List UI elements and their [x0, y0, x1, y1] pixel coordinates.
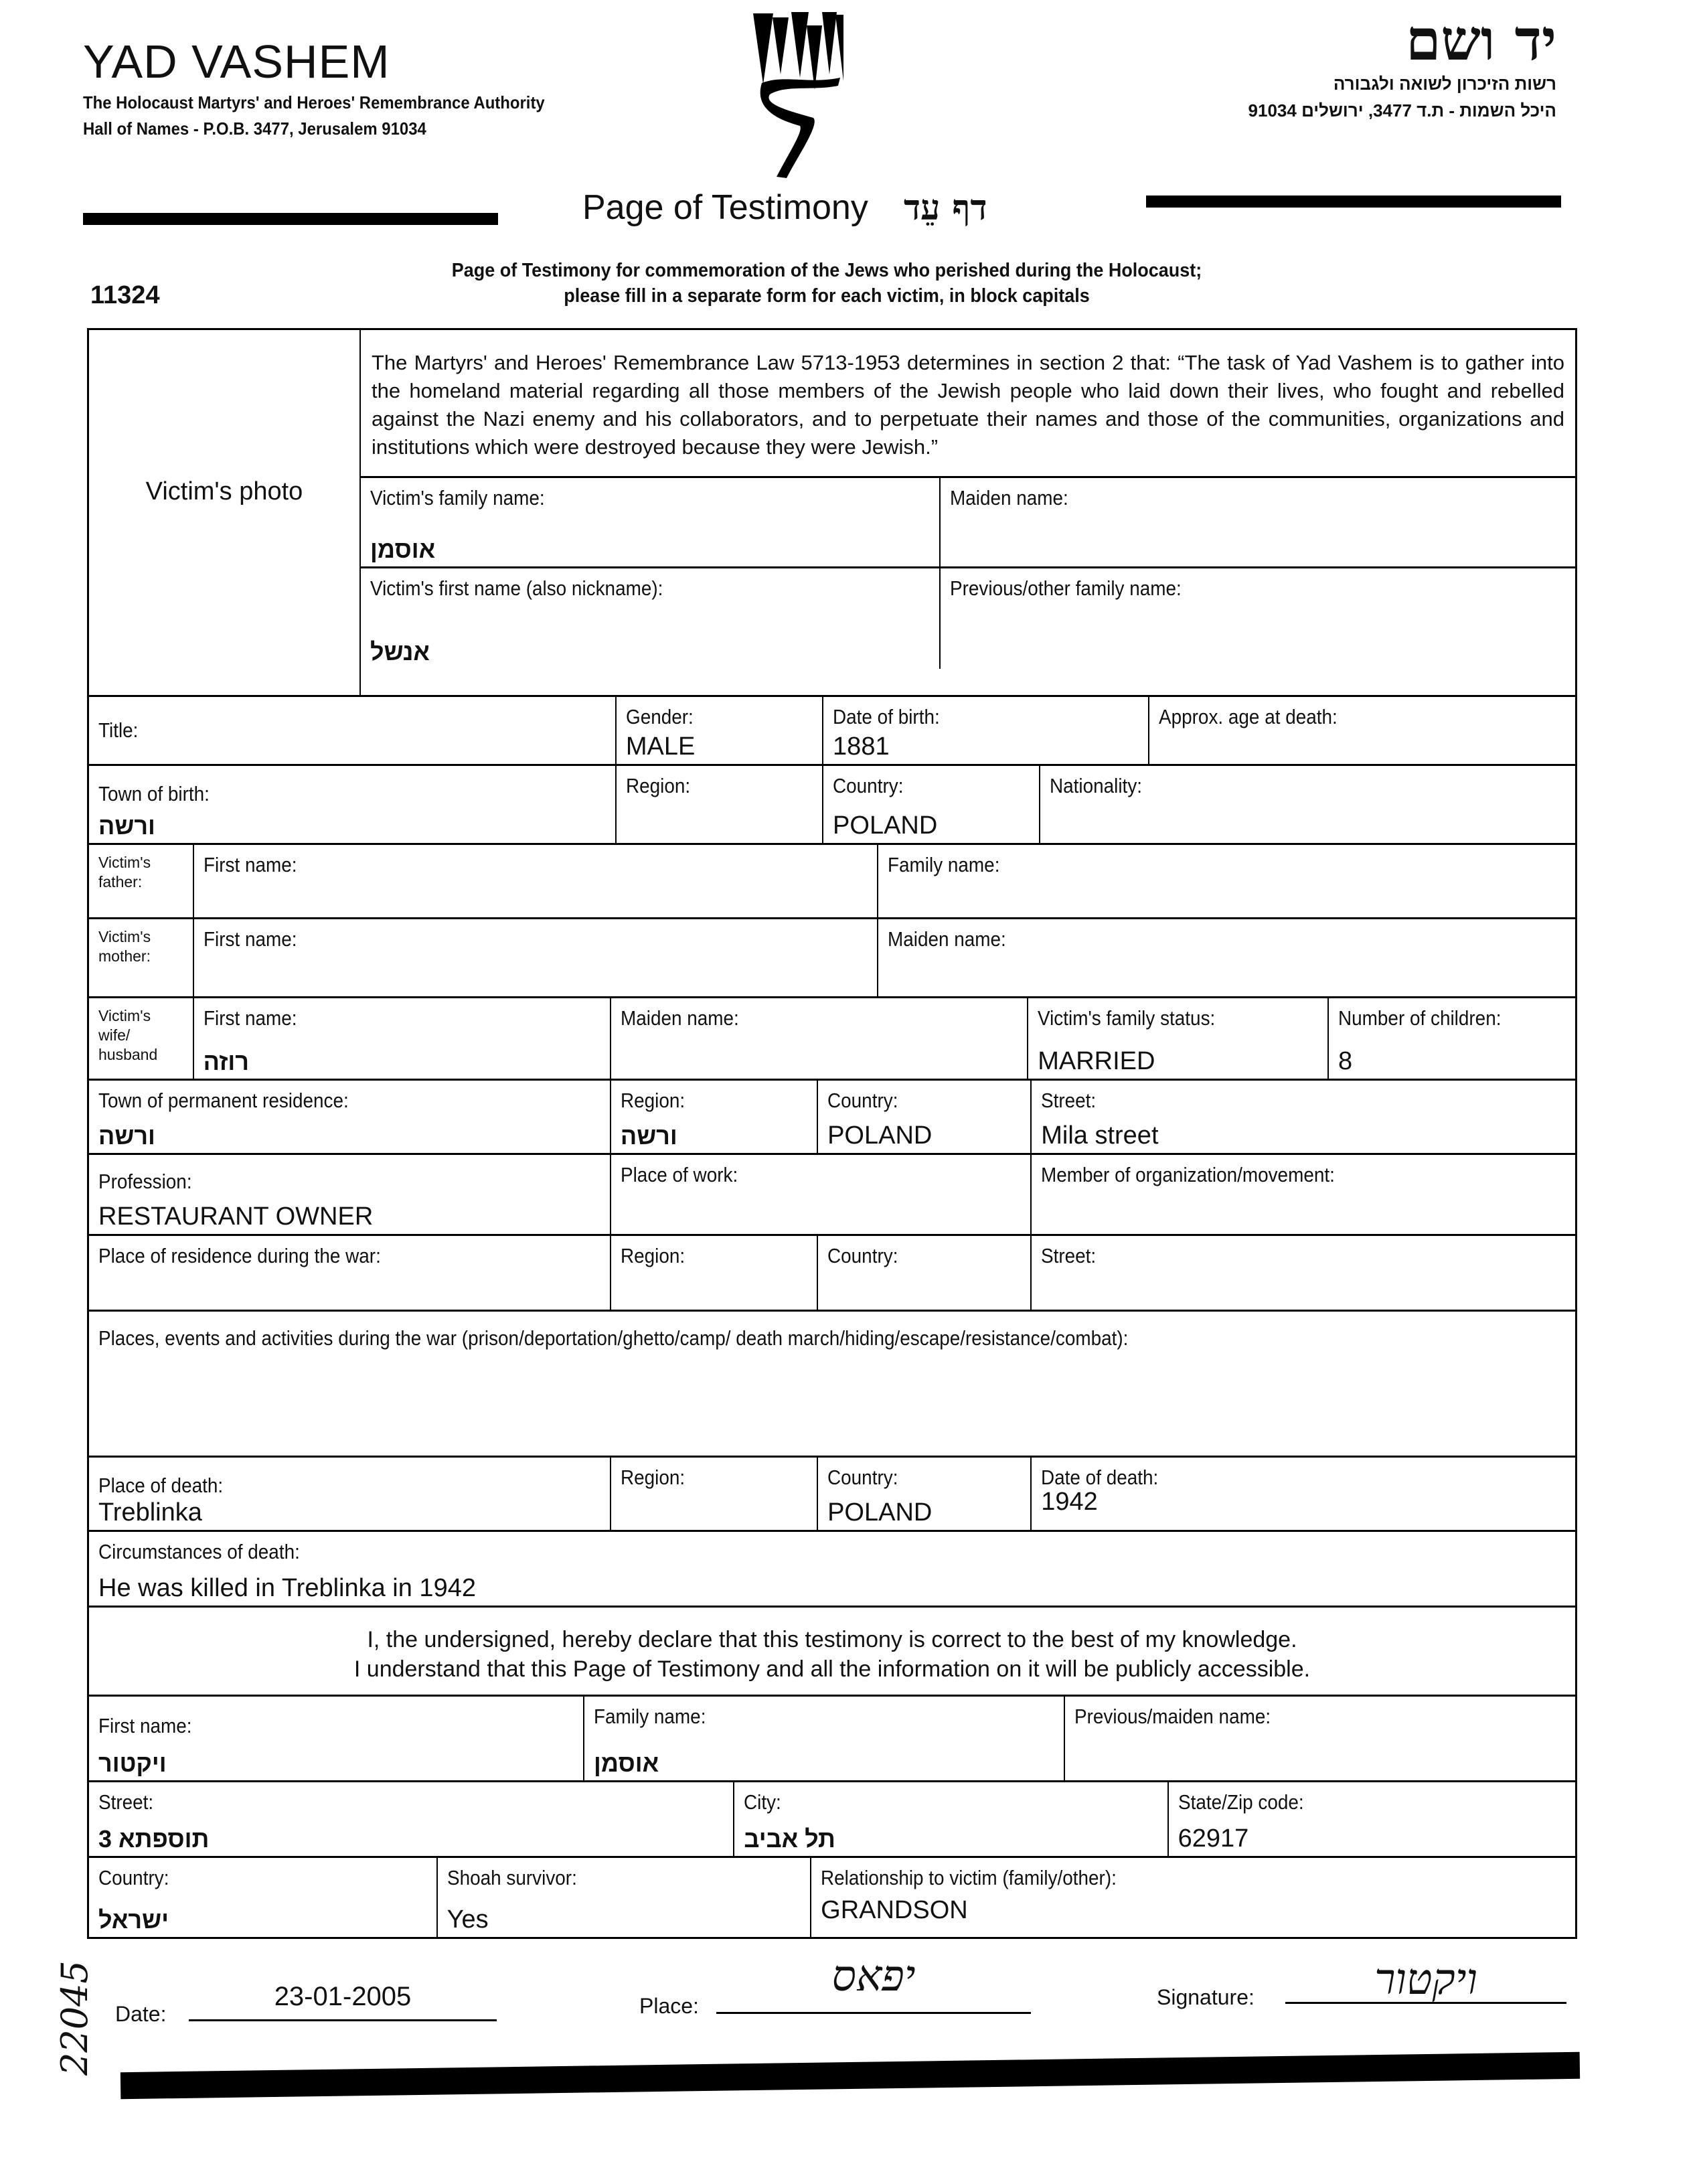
victim-family-name-value: אוסמן — [370, 536, 436, 563]
date-of-birth-value: 1881 — [833, 732, 890, 761]
family-status-field[interactable]: Victim's family status: MARRIED — [1027, 998, 1327, 1079]
mother-first-name-field[interactable]: First name: — [193, 919, 877, 996]
date-of-death-value: 1942 — [1041, 1488, 1098, 1516]
menorah-logo-icon — [750, 11, 843, 178]
place-handwritten-value: יפאס — [831, 1952, 916, 2001]
submitter-zip-field[interactable]: State/Zip code: 62917 — [1167, 1782, 1575, 1856]
profession-field[interactable]: Profession: RESTAURANT OWNER — [98, 1170, 374, 1231]
submitter-zip-value: 62917 — [1178, 1824, 1249, 1853]
number-of-children-value: 8 — [1338, 1047, 1353, 1075]
birth-region-field[interactable]: Region: — [615, 766, 822, 843]
place-of-death-field[interactable]: Place of death: Treblinka — [98, 1474, 224, 1527]
wartime-events-field[interactable]: Places, events and activities during the war (prison/deportation/ghetto/camp/ death march/hiding/escape/resistance/combat): — [98, 1326, 1129, 1350]
signature-handwritten-value: ויקטור — [1374, 1955, 1477, 2005]
circumstances-field[interactable]: Circumstances of death: He was killed in Treblinka in 1942 — [98, 1540, 476, 1602]
submitter-first-name-value: ויקטור — [98, 1749, 167, 1777]
profession-value: RESTAURANT OWNER — [98, 1202, 374, 1231]
permanent-street-field[interactable]: Street: Mila street — [1030, 1081, 1575, 1153]
date-value: 23-01-2005 — [274, 1982, 412, 2011]
spouse-side-label: Victim's wife/ husband — [98, 1007, 158, 1063]
birth-country-field[interactable]: Country: POLAND — [822, 766, 1039, 843]
date-of-birth-field[interactable]: Date of birth: 1881 — [822, 697, 1148, 764]
mother-side-label: Victim's mother: — [98, 928, 151, 965]
permanent-town-field[interactable]: Town of permanent residence: ורשה — [98, 1089, 349, 1150]
number-of-children-field[interactable]: Number of children: 8 — [1327, 998, 1575, 1079]
intro-text — [382, 258, 1272, 309]
page-title: Page of Testimony — [582, 188, 868, 227]
organization-field[interactable]: Member of organization/movement: — [1030, 1155, 1575, 1234]
org-name-hebrew: יד ושם — [1405, 7, 1556, 73]
gender-value: MALE — [625, 732, 696, 761]
header-rule-right — [1146, 196, 1561, 208]
place-label: Place: — [639, 1994, 699, 2018]
margin-handwritten-note: 22045 — [54, 1960, 96, 2076]
permanent-region-value: ורשה — [620, 1122, 677, 1150]
place-of-work-field[interactable]: Place of work: — [610, 1155, 1030, 1234]
submitter-city-field[interactable]: City: תל אביב — [733, 1782, 1167, 1856]
age-at-death-field[interactable]: Approx. age at death: — [1148, 697, 1575, 764]
spouse-maiden-name-field[interactable]: Maiden name: — [610, 998, 1027, 1079]
date-field[interactable] — [189, 1982, 497, 2021]
signature-label: Signature: — [1157, 1985, 1255, 2009]
victim-family-name-field[interactable]: Victim's family name: אוסמן — [370, 486, 545, 563]
father-side-label: Victim's father: — [98, 854, 151, 890]
law-text: The Martyrs' and Heroes' Remembrance Law 5713-1953 determines in section 2 that: “The task of Yad Vashem is to gather into the homeland material regarding all those members of the Jewish people who laid down their lives, who fought and rebelled against the Nazi enemy and his collaborators, and to perpetuate their names and those of the communities, organizations and institutions which were destroyed because they were Jewish.” — [372, 351, 1564, 459]
submitter-family-name-value: אוסמן — [594, 1749, 659, 1777]
victim-first-name-field[interactable]: Victim's first name (also nickname): אנשל — [370, 576, 663, 666]
submitter-country-field[interactable]: Country: ישראל — [98, 1866, 169, 1934]
date-of-death-field[interactable]: Date of death: 1942 — [1030, 1458, 1575, 1530]
town-of-birth-field[interactable]: Town of birth: ורשה — [98, 782, 210, 840]
death-region-field[interactable]: Region: — [610, 1458, 817, 1530]
war-residence-field[interactable]: Place of residence during the war: — [98, 1244, 381, 1267]
family-status-value: MARRIED — [1038, 1047, 1155, 1075]
intro-line-1: Page of Testimony for commemoration of the Jews who perished during the Holocaust; — [451, 260, 1202, 281]
submitter-country-value: ישראל — [98, 1906, 169, 1934]
permanent-region-field[interactable]: Region: ורשה — [610, 1081, 817, 1153]
place-field[interactable] — [716, 1952, 1031, 2014]
permanent-country-field[interactable]: Country: POLAND — [817, 1081, 1030, 1153]
submitter-street-value: תוספתא 3 — [98, 1825, 210, 1853]
nationality-field[interactable]: Nationality: — [1039, 766, 1575, 843]
shoah-survivor-value: Yes — [447, 1905, 489, 1934]
org-name: YAD VASHEM — [83, 35, 390, 88]
place-of-death-value: Treblinka — [98, 1498, 202, 1527]
victim-previous-name-field[interactable]: Previous/other family name: — [939, 568, 1575, 669]
mother-maiden-name-field[interactable]: Maiden name: — [877, 919, 1575, 996]
submitter-first-name-field[interactable]: First name: ויקטור — [98, 1714, 192, 1777]
town-of-birth-value: ורשה — [98, 812, 155, 840]
permanent-street-value: Mila street — [1041, 1121, 1159, 1150]
birth-country-value: POLAND — [833, 811, 938, 840]
org-address-hebrew: היכל השמות - ת.ד 3477, ירושלים 91034 — [1248, 100, 1556, 121]
circumstances-value: He was killed in Treblinka in 1942 — [98, 1574, 476, 1602]
declaration-text: I, the undersigned, hereby declare that this testimony is correct to the best of my knowledge. I understand that this Page of Testimony and all the information on it will be publicly accessible. — [353, 1627, 1311, 1682]
submitter-street-field[interactable]: Street: תוספתא 3 — [98, 1790, 210, 1853]
header-rule-left — [83, 213, 498, 225]
father-family-name-field[interactable]: Family name: — [877, 845, 1575, 917]
relationship-value: GRANDSON — [821, 1896, 968, 1924]
relationship-field[interactable]: Relationship to victim (family/other): GRANDSON — [810, 1858, 1575, 1937]
org-subtitle: The Holocaust Martyrs' and Heroes' Remembrance Authority — [83, 92, 545, 112]
war-country-field[interactable]: Country: — [817, 1236, 1030, 1310]
victim-photo-label: Victim's photo — [145, 477, 303, 505]
footer-bar — [120, 2052, 1580, 2099]
intro-line-2: please fill in a separate form for each victim, in block capitals — [564, 285, 1090, 307]
permanent-country-value: POLAND — [827, 1121, 933, 1150]
testimony-form — [87, 328, 1577, 1939]
submitter-family-name-field[interactable]: Family name: אוסמן — [583, 1697, 1064, 1780]
page-title-hebrew: דף עֵד — [904, 187, 987, 228]
org-address: Hall of Names - P.O.B. 3477, Jerusalem 91034 — [83, 119, 426, 139]
victim-maiden-name-field[interactable]: Maiden name: — [939, 478, 1575, 566]
shoah-survivor-field[interactable]: Shoah survivor: Yes — [436, 1858, 811, 1937]
signature-field[interactable] — [1285, 1955, 1566, 2004]
victim-photo-box[interactable] — [89, 330, 359, 695]
gender-field[interactable]: Gender: MALE — [615, 697, 822, 764]
spouse-first-name-field[interactable]: First name: רוזה — [193, 998, 610, 1079]
date-label: Date: — [115, 2002, 167, 2026]
org-subtitle-hebrew: רשות הזיכרון לשואה ולגבורה — [1333, 74, 1556, 94]
form-number: 11324 — [90, 281, 160, 309]
submitter-city-value: תל אביב — [744, 1825, 835, 1853]
death-country-field[interactable]: Country: POLAND — [817, 1458, 1030, 1530]
submitter-previous-name-field[interactable]: Previous/maiden name: — [1064, 1697, 1575, 1780]
father-first-name-field[interactable]: First name: — [193, 845, 877, 917]
spouse-first-name-value: רוזה — [203, 1048, 250, 1075]
title-field[interactable]: Title: — [98, 718, 139, 742]
victim-first-name-value: אנשל — [370, 638, 430, 666]
permanent-town-value: ורשה — [98, 1122, 155, 1150]
war-street-field[interactable]: Street: — [1030, 1236, 1575, 1310]
war-region-field[interactable]: Region: — [610, 1236, 817, 1310]
death-country-value: POLAND — [827, 1498, 933, 1527]
